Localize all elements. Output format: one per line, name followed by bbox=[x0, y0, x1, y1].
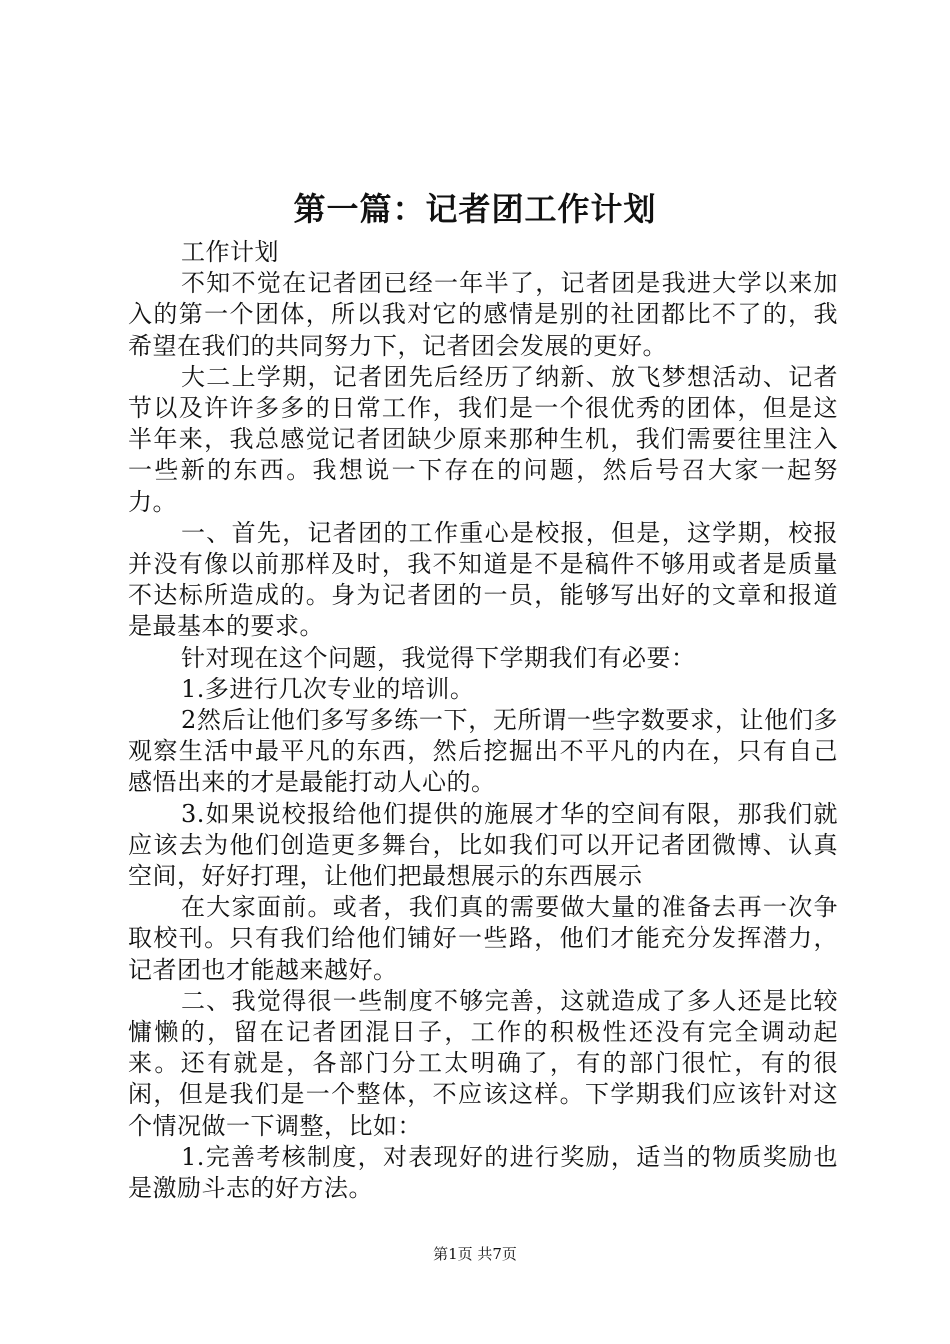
paragraph: 不知不觉在记者团已经一年半了，记者团是我进大学以来加入的第一个团体，所以我对它的感情是别的社团都比不了的，我希望在我们的共同努力下，记者团会发展的更好。 bbox=[128, 269, 838, 360]
paragraph: 在大家面前。或者，我们真的需要做大量的准备去再一次争取校刊。只有我们给他们铺好一些路，他们才能充分发挥潜力，记者团也才能越来越好。 bbox=[128, 893, 838, 984]
paragraph: 2然后让他们多写多练一下，无所谓一些字数要求，让他们多观察生活中最平凡的东西，然后挖掘出不平凡的内在，只有自己感悟出来的才是最能打动人心的。 bbox=[128, 706, 838, 797]
paragraph: 3.如果说校报给他们提供的施展才华的空间有限，那我们就应该去为他们创造更多舞台，比如我们可以开记者团微博、认真空间，好好打理，让他们把最想展示的东西展示 bbox=[128, 799, 838, 891]
paragraph: 1.完善考核制度，对表现好的进行奖励，适当的物质奖励也是激励斗志的好方法。 bbox=[128, 1142, 838, 1203]
paragraph: 一、首先，记者团的工作重心是校报，但是，这学期，校报并没有像以前那样及时，我不知道是不是稿件不够用或者是质量不达标所造成的。身为记者团的一员，能够写出好的文章和报道是最基本的要求。 bbox=[128, 518, 838, 641]
document-body bbox=[128, 237, 838, 1204]
paragraph: 二、我觉得很一些制度不够完善，这就造成了多人还是比较慵懒的，留在记者团混日子，工作的积极性还没有完全调动起来。还有就是，各部门分工太明确了，有的部门很忙，有的很闲，但是我们是一个整体，不应该这样。下学期我们应该针对这个情况做一下调整，比如： bbox=[128, 986, 838, 1140]
paragraph: 工作计划 bbox=[181, 238, 279, 266]
document-title: 第一篇：记者团工作计划 bbox=[293, 190, 657, 228]
paragraph: 大二上学期，记者团先后经历了纳新、放飞梦想活动、记者节以及许许多多的日常工作，我们是一个很优秀的团体，但是这半年来，我总感觉记者团缺少原来那种生机，我们需要往里注入一些新的东西。我想说一下存在的问题，然后号召大家一起努力。 bbox=[128, 362, 838, 516]
paragraph: 针对现在这个问题，我觉得下学期我们有必要： bbox=[181, 643, 696, 672]
page-footer: 第1页 共7页 bbox=[433, 1245, 517, 1263]
paragraph: 1.多进行几次专业的培训。 bbox=[181, 674, 475, 703]
